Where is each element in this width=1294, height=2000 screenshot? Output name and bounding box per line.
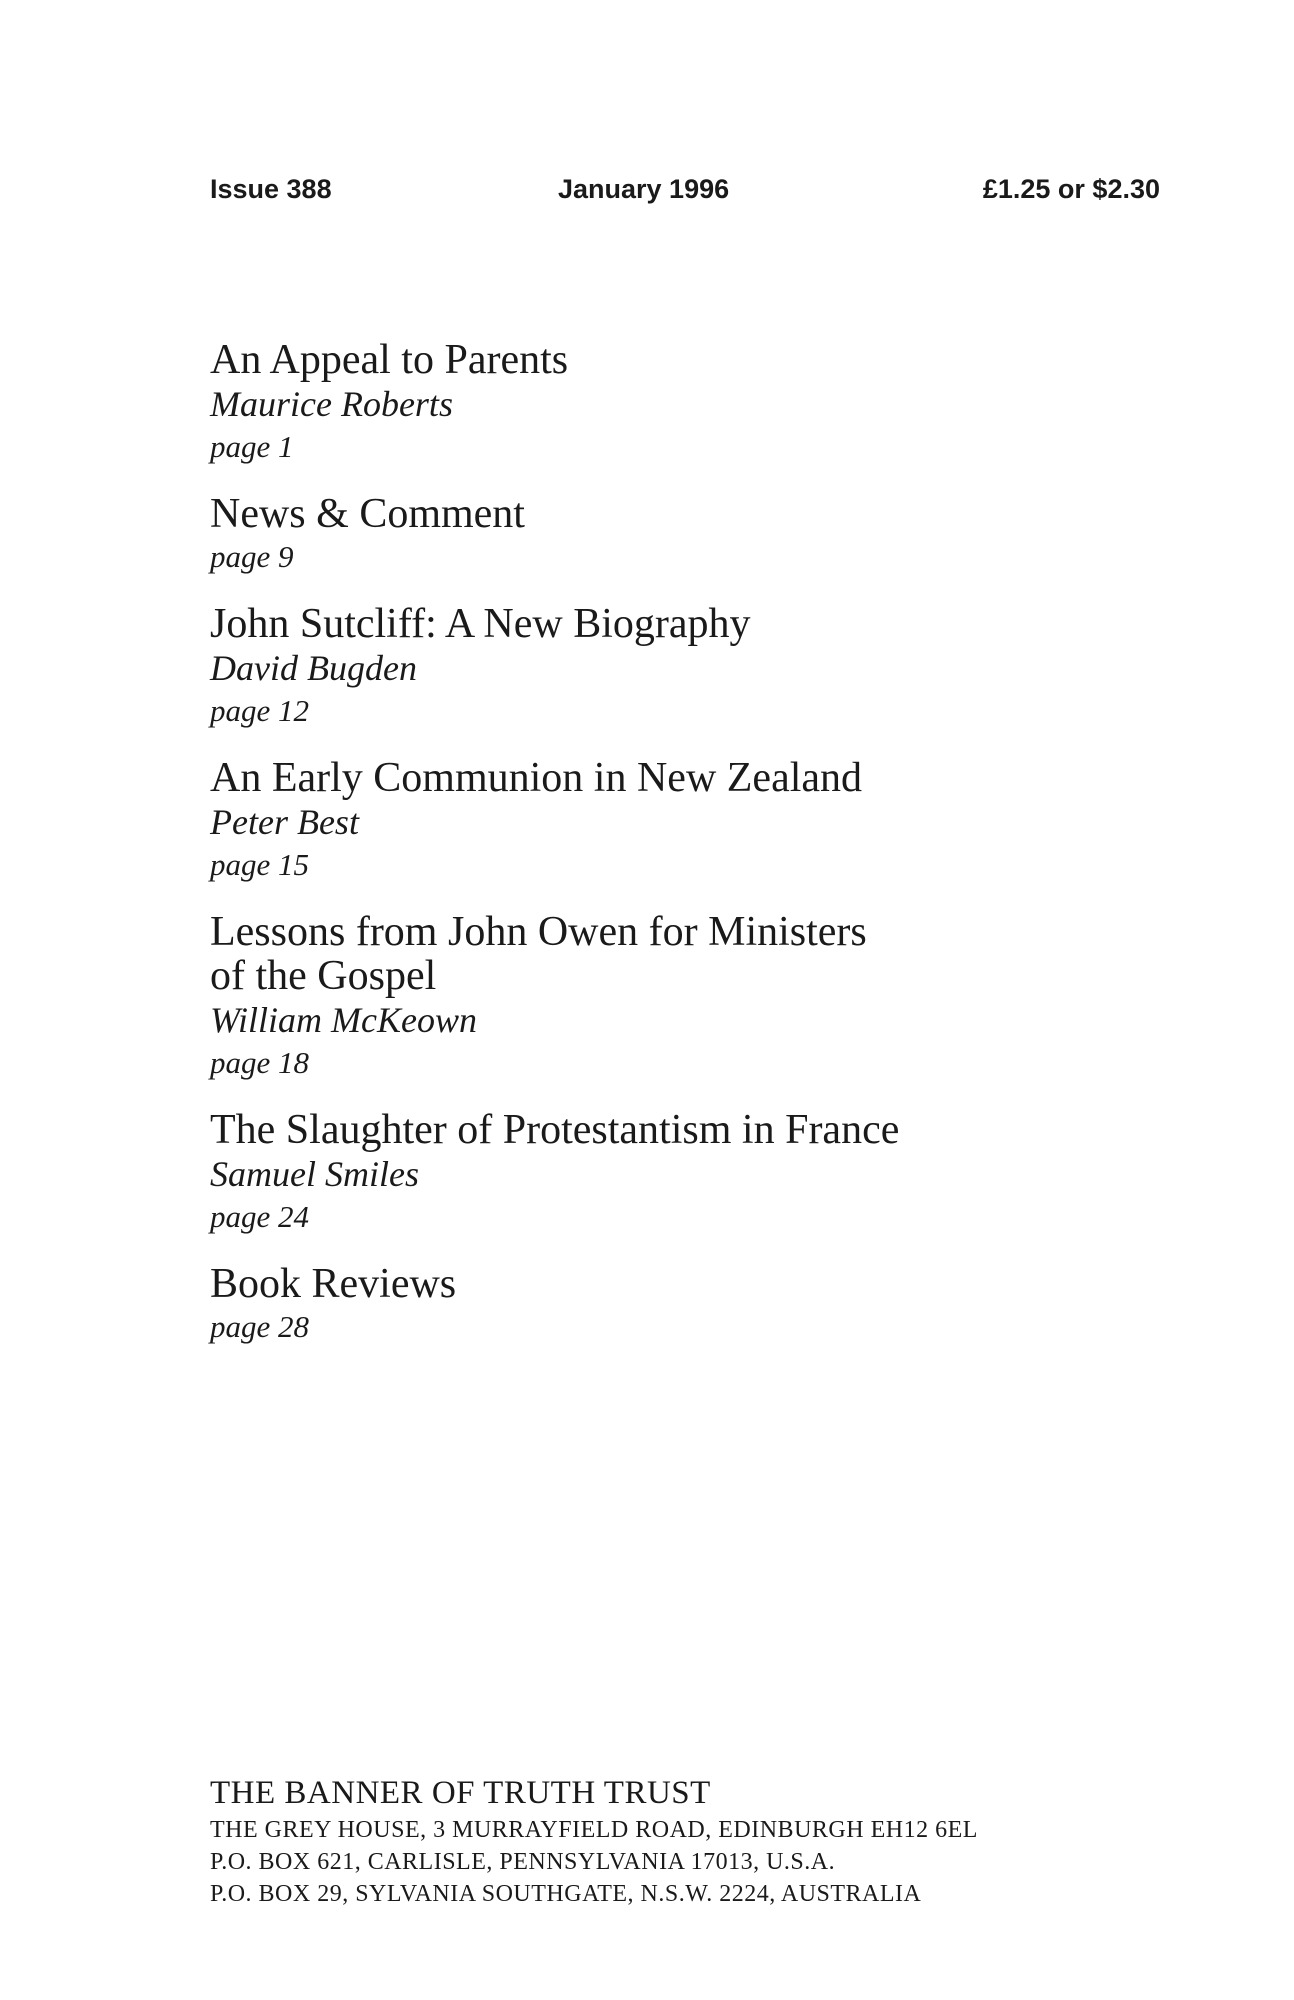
toc-entry [210, 492, 1210, 578]
article-page: page 12 [210, 693, 310, 728]
article-page: page 9 [210, 539, 294, 574]
article-page: page 1 [210, 429, 294, 464]
article-title: News & Comment [210, 491, 525, 537]
issue-price: £1.25 or $2.30 [982, 174, 1160, 204]
toc-entry [210, 756, 1210, 886]
article-page: page 24 [210, 1199, 310, 1234]
article-title: The Slaughter of Protestantism in France [210, 1107, 900, 1153]
article-author: Maurice Roberts [210, 384, 453, 424]
article-title: An Early Communion in New Zealand [210, 755, 863, 801]
toc-entry [210, 602, 1210, 732]
article-page: page 18 [210, 1045, 310, 1080]
toc-entry [210, 1262, 1210, 1348]
article-author: Samuel Smiles [210, 1154, 419, 1194]
publisher-address: P.O. BOX 29, SYLVANIA SOUTHGATE, N.S.W. 2224, AUSTRALIA [210, 1881, 922, 1907]
toc-entry [210, 1108, 1210, 1238]
article-title: Book Reviews [210, 1261, 457, 1307]
publisher-name: THE BANNER OF TRUTH TRUST [210, 1775, 711, 1811]
toc-entry [210, 910, 1210, 1084]
publisher-address: THE GREY HOUSE, 3 MURRAYFIELD ROAD, EDINBURGH EH12 6EL [210, 1817, 978, 1843]
article-title-line-2: of the Gospel [210, 953, 437, 999]
article-page: page 28 [210, 1309, 310, 1344]
article-author: David Bugden [210, 648, 417, 688]
article-title: An Appeal to Parents [210, 337, 569, 383]
issue-date: January 1996 [558, 174, 730, 204]
table-of-contents [210, 338, 1210, 1372]
article-title: John Sutcliff: A New Biography [210, 601, 751, 647]
article-author: William McKeown [210, 1000, 477, 1040]
article-page: page 15 [210, 847, 310, 882]
issue-number: Issue 388 [210, 174, 332, 204]
publisher-address: P.O. BOX 621, CARLISLE, PENNSYLVANIA 17013, U.S.A. [210, 1849, 836, 1875]
publisher-footer [210, 1772, 1210, 1910]
article-author: Peter Best [210, 802, 359, 842]
issue-header [210, 174, 1160, 214]
article-title-line-1: Lessons from John Owen for Ministers [210, 909, 867, 955]
toc-entry [210, 338, 1210, 468]
